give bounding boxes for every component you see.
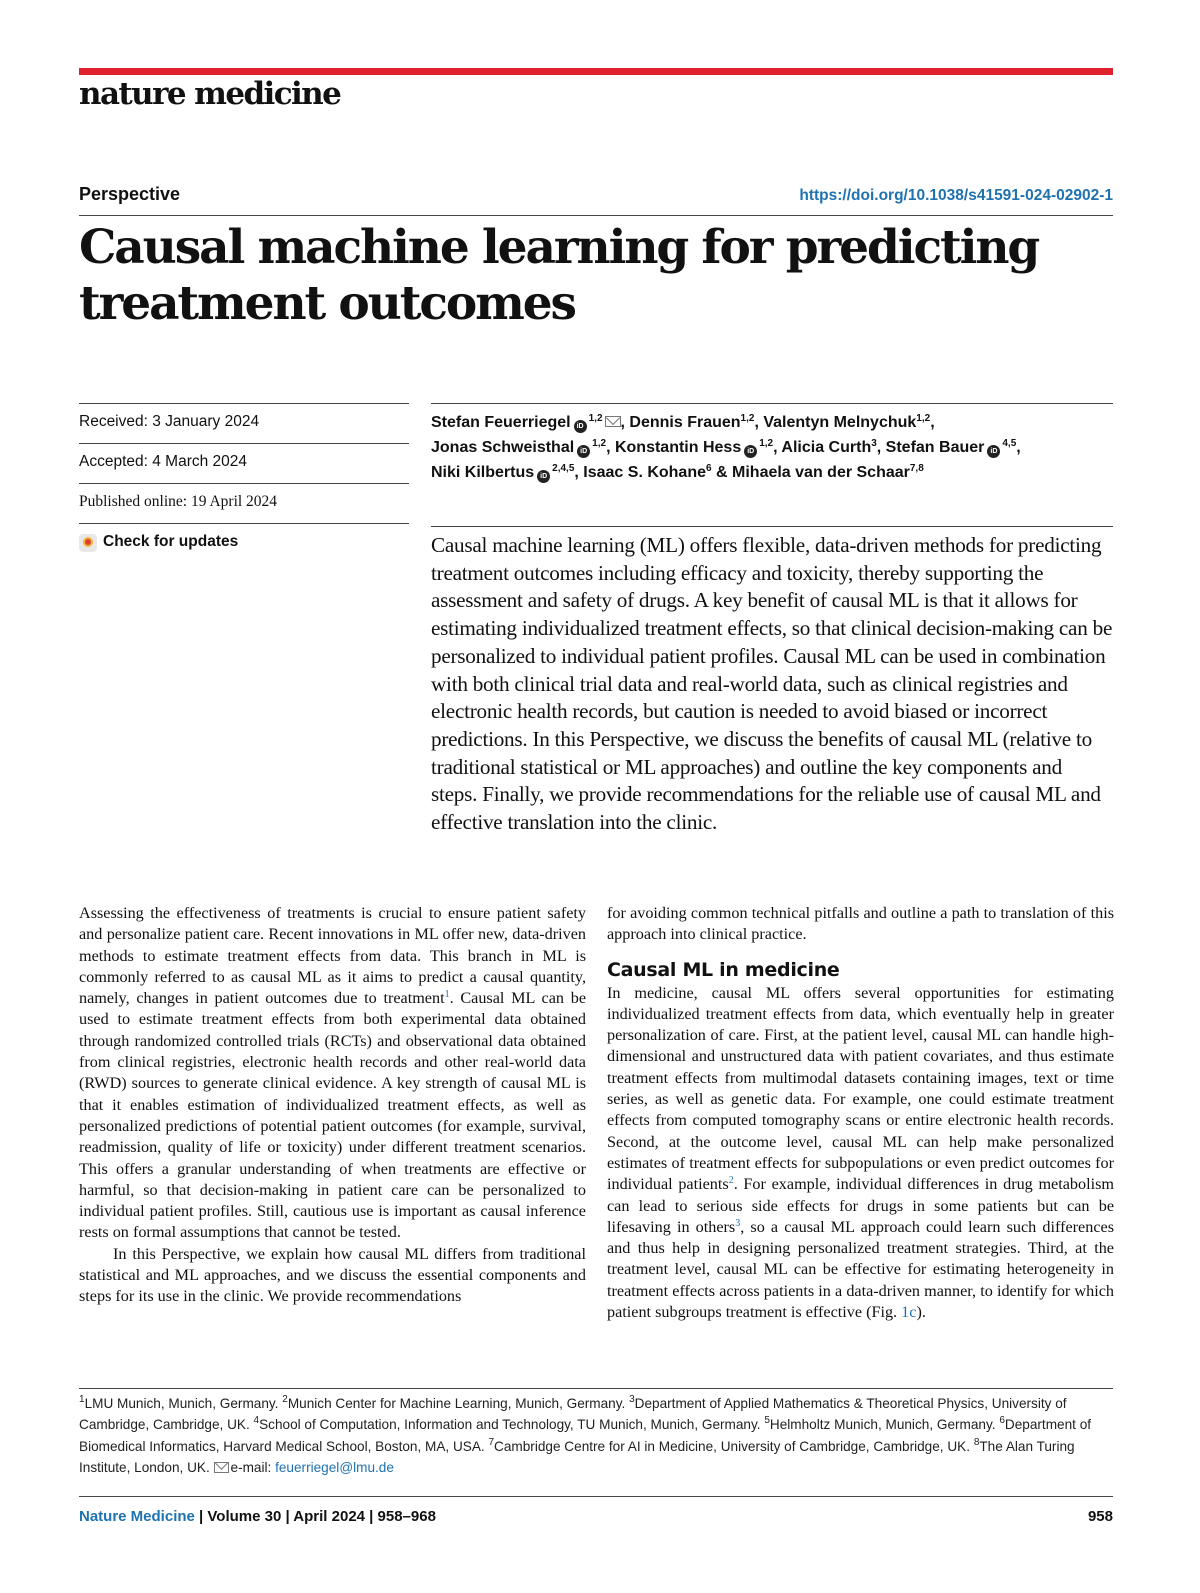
citation-link[interactable]: 1: [444, 989, 450, 1001]
text-run: Assessing the effectiveness of treatments is crucial to ensure patient safety and personalize patient care. Recent innovations in ML offer new, data-driven methods to estimate treatment effects from data. This branch in ML is commonly referred to as causal ML as it aims to predict a causal quantity, namely, changes in patient outcomes due to treatment: [79, 904, 586, 1008]
affiliation-number: 7: [488, 1436, 495, 1448]
affiliation-marker: 1,2: [759, 438, 774, 449]
author-name[interactable]: Niki Kilbertus: [431, 464, 535, 481]
author-name[interactable]: Mihaela van der Schaar: [732, 464, 910, 481]
paragraph-continued: for avoiding common technical pitfalls and outline a path to translation of this approach into clinical practice.: [607, 904, 1114, 944]
page-number: 958: [1087, 1508, 1113, 1525]
affiliation-marker: 7,8: [909, 463, 924, 474]
email-label: e-mail:: [230, 1459, 276, 1475]
affiliation-text: Cambridge Centre for AI in Medicine, University of Cambridge, Cambridge, UK.: [494, 1438, 974, 1454]
affiliation-text: Department of Biomedical Informatics, Harvard Medical School, Boston, MA, USA.: [79, 1417, 1092, 1454]
text-run: ).: [916, 1303, 926, 1322]
divider: [431, 403, 1113, 404]
footer-journal-link[interactable]: Nature Medicine: [79, 1508, 195, 1525]
footer-citation: [79, 1508, 436, 1525]
affiliation-marker: 2,4,5: [552, 463, 575, 474]
affiliation-text: School of Computation, Information and Technology, TU Munich, Munich, Germany.: [259, 1417, 765, 1433]
accepted-date: Accepted: 4 March 2024: [79, 443, 409, 483]
affiliation-text: Department of Applied Mathematics & Theoretical Physics, University of Cambridge, Cambridge, UK.: [79, 1396, 1067, 1433]
article-type: Perspective: [79, 184, 181, 204]
check-for-updates-button[interactable]: [79, 523, 409, 563]
article-title: Causal machine learning for predicting treatment outcomes: [79, 220, 1039, 331]
section-heading: Causal ML in medicine: [607, 958, 840, 981]
divider: [79, 215, 1113, 216]
text-run: In medicine, causal ML offers several opportunities for estimating individualized treatment effects from data, which eventually help in greater personalization of care. First, at the patient level, causal ML can handle high-dimensional and unstructured data with patient covariates, and thus estimate treatment effects from multimodal datasets containing images, text or time series, as well as genetic data. For example, one could estimate treatment effects from computed tomography scans or entire electronic health records. Second, at the outcome level, causal ML can help make personalized estimates of treatment effects for subpopulations or even predict outcomes for individual patients: [607, 983, 1114, 1194]
published-date: Published online: 19 April 2024: [79, 483, 409, 523]
affiliations: [79, 1393, 1113, 1478]
journal-top-bar: [79, 68, 1113, 75]
paragraph: [79, 903, 586, 1244]
affiliation-number: 5: [764, 1415, 770, 1427]
affiliation-marker: 4,5: [1002, 438, 1017, 449]
text-run: . Causal ML can be used to estimate treatment effects from both experimental data obtained through randomized controlled trials (RCTs) and observational data obtained from clinical registries, electronic health records and other real-world data (RWD) sources to generate clinical evidence. A key strength of causal ML is that it enables estimation of individualized treatment effects, as well as personalized predictions of potential patient outcomes (for example, survival, readmission, quality of life or toxicity) under different treatment scenarios. This offers a granular understanding of when treatments are effective or harmful, so that decision-making in patient care can be personalized to individual patient profiles. Still, cautious use is important as causal inference rests on formal assumptions that cannot be tested.: [79, 989, 587, 1242]
affiliation-text: LMU Munich, Munich, Germany.: [84, 1396, 283, 1411]
affiliation-number: 8: [973, 1436, 980, 1448]
orcid-icon[interactable]: iD: [987, 445, 1000, 458]
email-link[interactable]: feuerriegel@lmu.de: [275, 1459, 394, 1475]
check-updates-icon: [79, 534, 97, 552]
affiliation-text: Munich Center for Machine Learning, Munich, Germany.: [287, 1396, 630, 1411]
check-updates-label: Check for updates: [103, 533, 239, 550]
affiliation-marker: 1,2: [916, 413, 931, 424]
affiliation-marker: 6: [706, 463, 712, 474]
received-date: Received: 3 January 2024: [79, 403, 409, 443]
email-icon[interactable]: [605, 416, 621, 427]
affiliation-text: The Alan Turing Institute, London, UK.: [79, 1438, 1075, 1475]
affiliation-text: Helmholtz Munich, Munich, Germany.: [769, 1417, 1000, 1433]
orcid-icon[interactable]: iD: [577, 445, 590, 458]
author-name[interactable]: Isaac S. Kohane: [583, 464, 706, 481]
body-column-left: [79, 903, 586, 1308]
text-run: . For example, individual differences in drug metabolism can lead to serious side effects for drugs in some patients but can be lifesaving in others: [607, 1175, 1114, 1236]
author-name[interactable]: Konstantin Hess: [614, 439, 742, 456]
doi-link[interactable]: https://doi.org/10.1038/s41591-024-02902-1: [799, 187, 1113, 204]
paragraph: [79, 1244, 586, 1308]
text-run: In this Perspective, we explain how causal ML differs from traditional statistical and ML approaches, and we discuss the essential components and steps for its use in the clinic. We provide recommendations: [79, 1244, 586, 1306]
author-name[interactable]: Stefan Bauer: [885, 439, 985, 456]
citation-link[interactable]: 3: [735, 1217, 741, 1229]
affiliation-number: 6: [999, 1415, 1005, 1427]
affiliation-number: 3: [629, 1394, 635, 1405]
footer-details: | Volume 30 | April 2024 | 958–968: [194, 1508, 436, 1525]
author-name[interactable]: Dennis Frauen: [629, 414, 741, 431]
affiliation-marker: 1,2: [588, 413, 603, 424]
author-name[interactable]: Jonas Schweisthal: [431, 439, 575, 456]
divider: [431, 526, 1113, 527]
divider: [79, 1496, 1113, 1497]
paragraph: [607, 983, 1114, 1324]
email-icon: [214, 1462, 229, 1473]
affiliation-number: 2: [282, 1394, 288, 1405]
article-dates: [79, 403, 409, 563]
author-list: Stefan Feuerriegel iD$^{1,2}$ , Dennis Frauen$^{1,2}$, Valentyn Melnychuk$^{1,2}$, Jonas Schweisthal iD$^{1,2}$, Konstantin Hess iD$^{1,2}$, Alicia Curth$^3$, Stefan Bauer iD$^{4,5}$, Niki Kilbertus iD$^{2,4,5}$, Isaac S. Kohane$^6$ & Mihaela van der Schaar$^{7,8}$: [431, 413, 1021, 481]
divider: [79, 1388, 1113, 1389]
orcid-icon[interactable]: iD: [744, 445, 757, 458]
author-name[interactable]: Valentyn Melnychuk: [763, 414, 917, 431]
affiliation-number: 4: [253, 1415, 260, 1427]
orcid-icon[interactable]: iD: [537, 470, 550, 483]
author-name[interactable]: Stefan Feuerriegel: [431, 414, 571, 431]
journal-logo: nature medicine: [79, 76, 341, 112]
text-run: , so a causal ML approach could learn such differences and thus help in designing personalized treatment strategies. Third, at the treatment level, causal ML can be effective for estimating heterogeneity in treatment effects across patients in a data-driven manner, to identify for which patient subgroups treatment is effective (Fig.: [607, 1217, 1114, 1322]
citation-link[interactable]: 2: [728, 1175, 734, 1187]
affiliation-marker: 1,2: [740, 413, 755, 424]
orcid-icon[interactable]: iD: [574, 420, 587, 433]
author-name[interactable]: Alicia Curth: [781, 439, 872, 456]
abstract: Causal machine learning (ML) offers flexible, data-driven methods for predicting treatment outcomes including efficacy and toxicity, thereby supporting the assessment and safety of drugs. A key benefit of causal ML is that it allows for estimating individualized treatment effects, so that clinical decision-making can be personalized to individual patient profiles. Causal ML can be used in combination with both clinical trial data and real-world data, such as clinical registries and electronic health records, but caution is needed to avoid biased or incorrect predictions. In this Perspective, we discuss the benefits of causal ML (relative to traditional statistical or ML approaches) and outline the key components and steps. Finally, we provide recommendations for the reliable use of causal ML and effective translation into the clinic.: [431, 533, 1113, 835]
figure-link[interactable]: 1c: [901, 1303, 917, 1322]
affiliation-number: 1: [79, 1394, 85, 1405]
body-column-right: [607, 903, 1114, 1323]
affiliation-marker: 3: [871, 438, 877, 449]
affiliation-marker: 1,2: [592, 438, 607, 449]
